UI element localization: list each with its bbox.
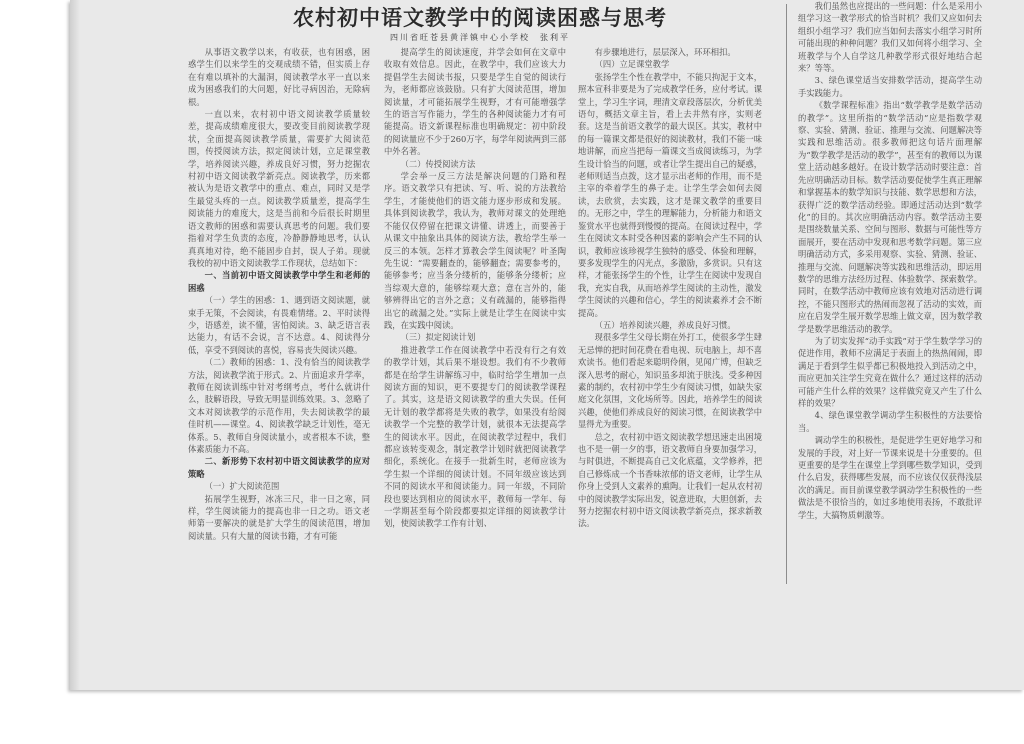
paragraph: 拓展学生视野，冰冻三尺，非一日之寒，同样，学生阅读能力的提高也非一日之功。语文老师第一要解决的就是扩大学生的阅读范围，增加阅读量。只有大量的阅读书籍，才有可能 xyxy=(188,493,370,541)
paragraph: 从事语文教学以来，有收获，也有困惑，困惑学生们以来学生的交观成绩不错，但实质上存在有难以填补的大漏洞，阅读教学水平一直以来成为困惑我们的大问题，好比寻病因治，无除病根。 xyxy=(188,47,370,107)
section-heading: 一、当前初中语文阅读教学中学生和老师的困惑 xyxy=(188,270,370,293)
paragraph: （五）培养阅读兴趣，养成良好习惯。 xyxy=(594,319,736,330)
paragraph: 《数学课程标准》指出“数学教学是数学活动的教学”。这里所指的“数学活动”应是指数学观察、实验、猜测、验证、推理与交流、问题解决等实践和思维活动。很多教师把这句话片面理解为“数学教学是活动的教学”，甚至有的教师以为课堂上活动越多越好。在设计数学活动时要注意：首先应明确活动目标。数学活动要促使学生真正理解和掌握基本的数学知识与技能、数学思想和方法，获得广泛的数学活动经验。即通过活动达到“数学化”的目的。其次应明确活动内容。数学活动主要是围绕数量关系、空间与图形、数据与可能性等方面展开，要在活动中发现和思考数学问题。第三应明确活动方式，多采用观察、实验、猜测、验证、推理与交流、问题解决等实践和思维活动，即运用数学的思维方法经历过程、体验数学、探索数学。同时，在数学活动中教师应该有效地对活动进行调控，不能只图形式的热闹而忽视了活动的实效，而应在启发学生展开数学思维上做文章，因为数学教学是数学思维活动的教学。 xyxy=(798,100,982,334)
paragraph: （二）传授阅读方法 xyxy=(400,158,476,169)
article-column-2 xyxy=(384,46,566,626)
column-divider xyxy=(786,4,787,584)
paragraph: 为了切实发挥“动手实践”对于学生数学学习的促进作用，教师不应满足于表面上的热热闹闹，即满足于看到学生似乎都已积极地投入到活动之中，而应更加关注学生究竟在做什么？通过这样的活动可能产生什么样的效果？这样做究竟又产生了什么样的效果？ xyxy=(798,335,982,408)
section-heading: 二、新形势下农村初中语文阅读教学的应对策略 xyxy=(188,456,370,479)
paragraph: 总之，农村初中语文阅读教学想迅速走出困境也不是一朝一夕的事，语文教师自身要加强学习，与时俱进，不断提高自己文化底蕴，文学修养，把自己修炼成一个书香味浓郁的语文老师，让学生从你身上受到人文素养的熏陶。让我们一起从农村初中的阅读教学实际出发，锐意进取，大胆创新，去努力挖掘农村初中语文阅读教学新亮点，探求新教法。 xyxy=(578,431,762,529)
paragraph: 现很多学生父母长期在外打工，使很多学生肆无忌惮的把时间花费在看电视、玩电脑上，却不喜欢读书。他们看起来聪明伶俐，见闻广博，但缺乏深入思考的耐心，知识虽多却流于肤浅。受多种因素的制约，农村初中学生少有阅读习惯，如缺失家庭文化氛围，文化场所等。因此，培养学生的阅读兴趣，使他们养成良好的阅读习惯，在阅读教学中显得尤为重要。 xyxy=(578,332,762,430)
paragraph: （二）教师的困惑：1、没有恰当的阅读教学方法，阅读教学流于形式。2、片面追求升学率，教师在阅读训练中针对考纲考点，考什么就讲什么，肢解语段，导致无明显训练效果。3、忽略了文本对阅读教学的示范作用，失去阅读教学的最佳时机——课堂。4、阅读教学缺乏计划性，毫无体系。5、教师自身阅读量小，或者根本不读，整体素质能力不高。 xyxy=(188,357,370,454)
paragraph: 有步骤地进行，层层深入，环环相扣。 xyxy=(594,47,736,57)
paragraph: 提高学生的阅读速度，并学会如何在文章中收取有效信息。因此，在教学中，我们应该大力提倡学生去阅读书报，只要是学生自觉的阅读行为，老师都应该鼓励。只有扩大阅读范围，增加阅读量，才可能拓展学生视野，才有可能增强学生的语言写作能力，学生的各种阅读能力才有可能提高。语文新课程标准也明确规定：初中阶段的阅读量应不少于260万字，每学年阅读两到三部中外名著。 xyxy=(384,47,566,157)
article-byline: 四川省旺苍县黄洋镇中心小学校 张利平 xyxy=(390,33,570,42)
newspaper-page xyxy=(70,0,1024,690)
paragraph: （三）拟定阅读计划 xyxy=(400,332,476,343)
paragraph: 一直以来，农村初中语文阅读教学质量较差，提高成绩难度很大，要改变目前阅读教学现状，全面提高阅读教学质量，需要扩大阅读范围，传授阅读方法，拟定阅读计划，立足课堂教学，培养阅读兴趣，养成良好习惯，努力挖掘农村初中语文阅读教学新亮点。阅读教学，历来都被认为是语文教学中的重点、难点，同时又是学生最觉头疼的一点。阅读教学质量差，提高学生阅读能力的难度大，这是当前和今后很长时期里语文教师的困惑和需要认真思考的问题。我们要指着对学生负责的态度，冷静静静地思考，认认真真地对待，绝不能固步自封，误人子弟。现就我校的初中语文阅读教学工作现状，总结如下： xyxy=(188,109,370,268)
paragraph: 学会举一反三方法是解决问题的门路和程序。语文教学只有把读、写、听、说的方法教给学生，才能使他们的语文能力逐步形成和发展。具体到阅读教学，我认为，教师对课文的处理绝不能仅仅停留在把课文讲懂、讲透上，而要善于从课文中抽象出具体的阅读方法，教给学生举一反三的本领。怎样才算教会学生阅读呢？叶圣陶先生说：“需要翻查的，能够翻查；需要参考的，能够参考；应当条分缕析的，能够条分缕析；应当综观大意的，能够综观大意；意在言外的，能够辨得出它的言外之意；义有疏漏的，能够指得出它的疏漏之处。”实际上就是让学生在阅读中实践，在实践中阅读。 xyxy=(384,171,566,330)
article-column-1 xyxy=(188,46,370,626)
paragraph: 张扬学生个性在教学中，不能只拘泥于文本，照本宣科非要是为了完成教学任务，应付考试。课堂上，学习生字词，理清文章段落层次，分析优美语句，概括文章主旨，看上去井然有序，实则老套。这是当前语文教学的最大误区。其实，教材中的每一篇课文都是很好的阅读教材，我们不能一味地讲解，而应当把每一篇课文当成阅读练习，为学生设计恰当的问题，或者让学生提出自己的疑惑，老师则适当点拨，这才显示出老师的作用，而不是主宰的牵着学生的鼻子走。让学生学会如何去阅读，去欣赏，去实践，这才是课文教学的重要目的。无形之中，学生的理解能力，分析能力和语文鉴赏水平也就得到慢慢的提高。在阅读过程中，学生在阅读文本时受各种因素的影响会产生不同的认识，教师应该珍视学生独特的感受、体验和理解，要多发现学生的闪光点，多激励，多赏识。只有这样，才能张扬学生的个性，让学生在阅读中发现自我，充实自我，从而培养学生阅读的主动性，激发学生阅读的兴趣和信心，学生的阅读素养才会不断提高。 xyxy=(578,71,762,318)
article-column-4 xyxy=(798,0,982,588)
paragraph: 调动学生的积极性，是促进学生更好地学习和发展的手段，对上好一节课来说是十分重要的。但更重要的是学生在课堂上学到哪些数学知识，受到什么启发，获得哪些发展，而不应该仅仅获得浅层次的满足。而目前课堂教学调动学生积极性的一些做法是不很恰当的，如过多地使用表扬，不敢批评学生，大搞物质刺激等。 xyxy=(798,435,982,520)
paragraph: 我们虽然也应提出的一些问题：什么是采用小组学习这一教学形式的恰当时机？我们又应如何去组织小组学习？我们应当如何去落实小组学习时所可能出现的种种问题？我们又如何将小组学习、全班教学与个人自学这几种教学形式很好地结合起来？等等。 xyxy=(798,1,982,74)
article-column-3 xyxy=(578,46,762,626)
paragraph: （四）立足课堂教学 xyxy=(594,59,670,70)
paragraph: 4、绿色课堂教学调动学生积极性的方法要恰当。 xyxy=(798,410,982,433)
article-title: 农村初中语文教学中的阅读困惑与思考 xyxy=(293,5,667,30)
paragraph: （一）学生的困惑：1、遇到语文阅读题，就束手无策，不会阅读，有畏难情绪。2、平时读得少，语感差，读不懂，害怕阅读。3、缺乏语言表达能力，有话不会说，言不达意。4、阅读得分低，享受不到阅读的喜悦，容易丧失阅读兴趣。 xyxy=(188,295,370,355)
paragraph: （一）扩大阅读范围 xyxy=(204,481,280,492)
paragraph: 推进教学工作在阅读教学中若没有行之有效的教学计划，其后果不堪设想。我们有不少教师都是在给学生讲解练习中，临时给学生增加一点阅读方面的知识，更不要提专门的阅读教学课程了。其实，这是语文阅读教学的重大失误。任何无计划的教学都将是失败的教学，如果没有给阅读教学一个完整的教学计划，就很本无法提高学生的阅读水平。因此，在阅读教学过程中，我们都应该转变观念，制定教学计划时就把阅读教学细化，系统化。在接手一批新生时，老师应该为学生拟一个详细的阅读计划。不同年级应该达到不同的阅读水平和阅读能力。同一年级，不同阶段也要达到相应的阅读水平，教师每一学年、每一学期甚至每个阶段都要拟定详细的阅读教学计划，使阅读教学工作有计划、 xyxy=(384,344,566,529)
paragraph: 3、绿色课堂适当安排数学活动，提高学生动手实践能力。 xyxy=(798,75,982,98)
